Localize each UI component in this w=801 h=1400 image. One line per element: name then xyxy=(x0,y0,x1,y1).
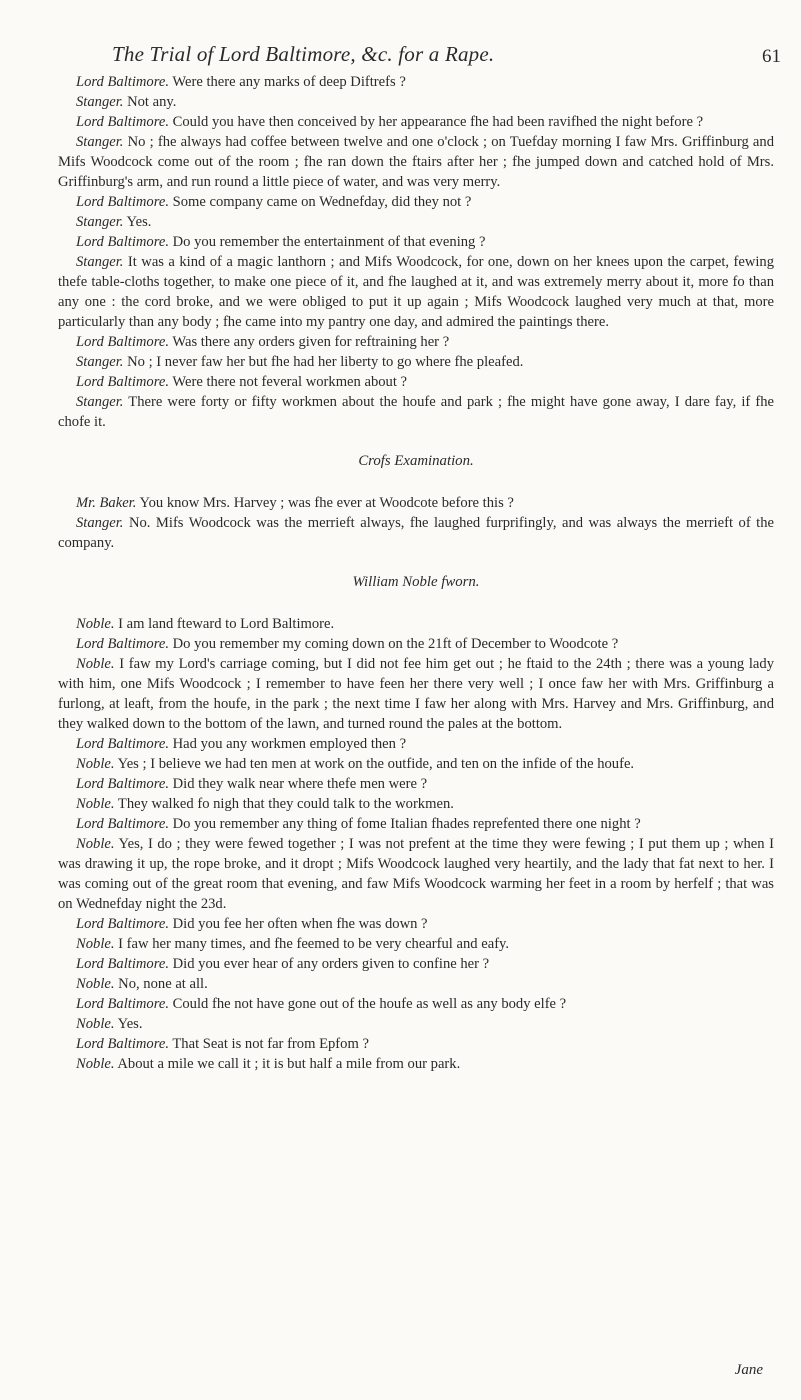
speech-text: I faw her many times, and fhe feemed to be very chearful and eafy. xyxy=(118,936,510,952)
dialogue-line xyxy=(58,392,774,432)
dialogue-line xyxy=(58,634,774,654)
speech-text: About a mile we call it ; it is but half a mile from our park. xyxy=(117,1056,461,1072)
cross-examination-block xyxy=(58,493,774,553)
speaker-name: Stanger. xyxy=(76,515,124,531)
dialogue-line xyxy=(58,112,774,132)
dialogue-line xyxy=(58,493,774,513)
speech-text: Yes, I do ; they were fewed together ; I was not prefent at the time they were fewing ; I put them up ; when I was drawing it up, the rope broke, and it dropt ; Mifs Woodcock laughed very heartily, and the lady that fat next to her. I was coming out of the great room that evening, and faw Mifs Woodcock warming her feet in a room by herfelf ; that was on Wednefday night the 23d. xyxy=(58,836,774,912)
speaker-name: Lord Baltimore. xyxy=(76,194,169,210)
dialogue-line xyxy=(58,934,774,954)
speaker-name: Stanger. xyxy=(76,394,124,410)
speaker-name: Lord Baltimore. xyxy=(76,916,169,932)
speaker-name: Lord Baltimore. xyxy=(76,1036,169,1052)
speaker-name: Lord Baltimore. xyxy=(76,114,169,130)
speaker-name: Noble. xyxy=(76,656,115,672)
dialogue-line xyxy=(58,954,774,974)
speech-text: No ; fhe always had coffee between twelve and one o'clock ; on Tuefday morning I faw Mrs. Griffinburg and Mifs Woodcock come out of the room ; fhe ran down the ftairs after her ; fhe jumped down and catched hold of Mrs. Griffinburg's arm, and run round a little piece of water, and was very merry. xyxy=(58,134,774,190)
page-header xyxy=(0,24,801,70)
dialogue-line xyxy=(58,132,774,192)
speech-text: Was there any orders given for reftraining her ? xyxy=(172,334,450,350)
noble-testimony-block xyxy=(58,614,774,1074)
dialogue-line xyxy=(58,974,774,994)
speaker-name: Stanger. xyxy=(76,214,124,230)
dialogue-line xyxy=(58,914,774,934)
speech-text: Do you remember any thing of fome Italian fhades reprefented there one night ? xyxy=(172,816,641,832)
dialogue-line xyxy=(58,332,774,352)
speech-text: No, none at all. xyxy=(118,976,208,992)
dialogue-line xyxy=(58,252,774,332)
speech-text: I faw my Lord's carriage coming, but I did not fee him get out ; he ftaid to the 24th ; there was a young lady with him, one Mifs Woodcock ; I remember to have feen her there very well ; I once faw her with Mrs. Griffinburg a furlong, at leaft, from the houfe, in the park ; the next time I faw her along with Mrs. Harvey and Mrs. Griffinburg, and they walked down to the bottom of the lawn, and turned round the pales at the bottom. xyxy=(58,656,774,732)
speech-text: Not any. xyxy=(127,94,177,110)
speaker-name: Lord Baltimore. xyxy=(76,996,169,1012)
speech-text: There were forty or fifty workmen about the houfe and park ; fhe might have gone away, I dare fay, if fhe chofe it. xyxy=(58,394,774,430)
speaker-name: Lord Baltimore. xyxy=(76,374,169,390)
speech-text: Do you remember the entertainment of that evening ? xyxy=(172,234,486,250)
speech-text: No. Mifs Woodcock was the merrieft always, fhe laughed furprifingly, and was always the merrieft of the company. xyxy=(58,515,775,551)
speaker-name: Stanger. xyxy=(76,254,124,270)
dialogue-line xyxy=(58,994,774,1014)
dialogue-line xyxy=(58,794,774,814)
speaker-name: Lord Baltimore. xyxy=(76,816,169,832)
dialogue-line xyxy=(58,754,774,774)
dialogue-line xyxy=(58,834,774,914)
speaker-name: Noble. xyxy=(76,756,115,772)
witness-sworn-heading: William Noble fworn. xyxy=(352,574,480,590)
speech-text: No ; I never faw her but fhe had her liberty to go where fhe pleafed. xyxy=(127,354,524,370)
speaker-name: Stanger. xyxy=(76,354,124,370)
speaker-name: Noble. xyxy=(76,1056,115,1072)
speech-text: They walked fo nigh that they could talk to the workmen. xyxy=(117,796,454,812)
speech-text: Were there not feveral workmen about ? xyxy=(172,374,408,390)
page-body xyxy=(58,72,774,1074)
speaker-name: Noble. xyxy=(76,836,115,852)
dialogue-line xyxy=(58,1014,774,1034)
dialogue-line xyxy=(58,92,774,112)
speech-text: That Seat is not far from Epfom ? xyxy=(172,1036,369,1052)
speech-text: Did they walk near where thefe men were ? xyxy=(172,776,428,792)
speaker-name: Lord Baltimore. xyxy=(76,234,169,250)
speaker-name: Noble. xyxy=(76,1016,115,1032)
dialogue-line xyxy=(58,1034,774,1054)
dialogue-line xyxy=(58,774,774,794)
speech-text: Do you remember my coming down on the 21ft of December to Woodcote ? xyxy=(172,636,619,652)
running-head: The Trial of Lord Baltimore, &c. for a Rape. xyxy=(112,42,495,66)
catchword: Jane xyxy=(734,1362,763,1378)
dialogue-line xyxy=(58,614,774,634)
speech-text: Had you any workmen employed then ? xyxy=(172,736,407,752)
speech-text: Yes. xyxy=(126,214,152,230)
speech-text: I am land fteward to Lord Baltimore. xyxy=(118,616,335,632)
speech-text: You know Mrs. Harvey ; was fhe ever at Woodcote before this ? xyxy=(139,495,514,511)
dialogue-line xyxy=(58,734,774,754)
speech-text: Yes. xyxy=(117,1016,143,1032)
dialogue-line xyxy=(58,654,774,734)
dialogue-line xyxy=(58,513,774,553)
speaker-name: Noble. xyxy=(76,976,115,992)
speech-text: Were there any marks of deep Diftrefs ? xyxy=(172,74,406,90)
speaker-name: Noble. xyxy=(76,616,115,632)
examination-block xyxy=(58,72,774,432)
speech-text: Some company came on Wednefday, did they not ? xyxy=(172,194,472,210)
speaker-name: Lord Baltimore. xyxy=(76,334,169,350)
speech-text: Did you ever hear of any orders given to confine her ? xyxy=(172,956,490,972)
speaker-name: Lord Baltimore. xyxy=(76,74,169,90)
speaker-name: Noble. xyxy=(76,796,115,812)
dialogue-line xyxy=(58,192,774,212)
dialogue-line xyxy=(58,372,774,392)
speaker-name: Lord Baltimore. xyxy=(76,636,169,652)
dialogue-line xyxy=(58,814,774,834)
speech-text: Could fhe not have gone out of the houfe as well as any body elfe ? xyxy=(172,996,567,1012)
speaker-name: Stanger. xyxy=(76,134,124,150)
dialogue-line xyxy=(58,72,774,92)
dialogue-line xyxy=(58,352,774,372)
speech-text: Yes ; I believe we had ten men at work on the outfide, and ten on the infide of the houfe. xyxy=(117,756,635,772)
speaker-name: Lord Baltimore. xyxy=(76,956,169,972)
speaker-name: Lord Baltimore. xyxy=(76,776,169,792)
speaker-name: Lord Baltimore. xyxy=(76,736,169,752)
speaker-name: Noble. xyxy=(76,936,115,952)
speaker-name: Mr. Baker. xyxy=(76,495,137,511)
dialogue-line xyxy=(58,212,774,232)
cross-examination-heading: Crofs Examination. xyxy=(358,453,474,469)
dialogue-line xyxy=(58,1054,774,1074)
speech-text: Could you have then conceived by her appearance fhe had been ravifhed the night before ? xyxy=(172,114,704,130)
page-number: 61 xyxy=(762,46,781,67)
speech-text: It was a kind of a magic lanthorn ; and Mifs Woodcock, for one, down on her knees upon the carpet, fewing thefe table-cloths together, to make one piece of it, and fhe laughed at it, and was extremely merry about it, more fo than any one : the cord broke, and we were obliged to put it up again ; Mifs Woodcock laughed very much at that, more particularly than any body ; fhe came into my pantry one day, and admired the paintings there. xyxy=(58,254,775,330)
speech-text: Did you fee her often when fhe was down ? xyxy=(172,916,428,932)
dialogue-line xyxy=(58,232,774,252)
speaker-name: Stanger. xyxy=(76,94,124,110)
